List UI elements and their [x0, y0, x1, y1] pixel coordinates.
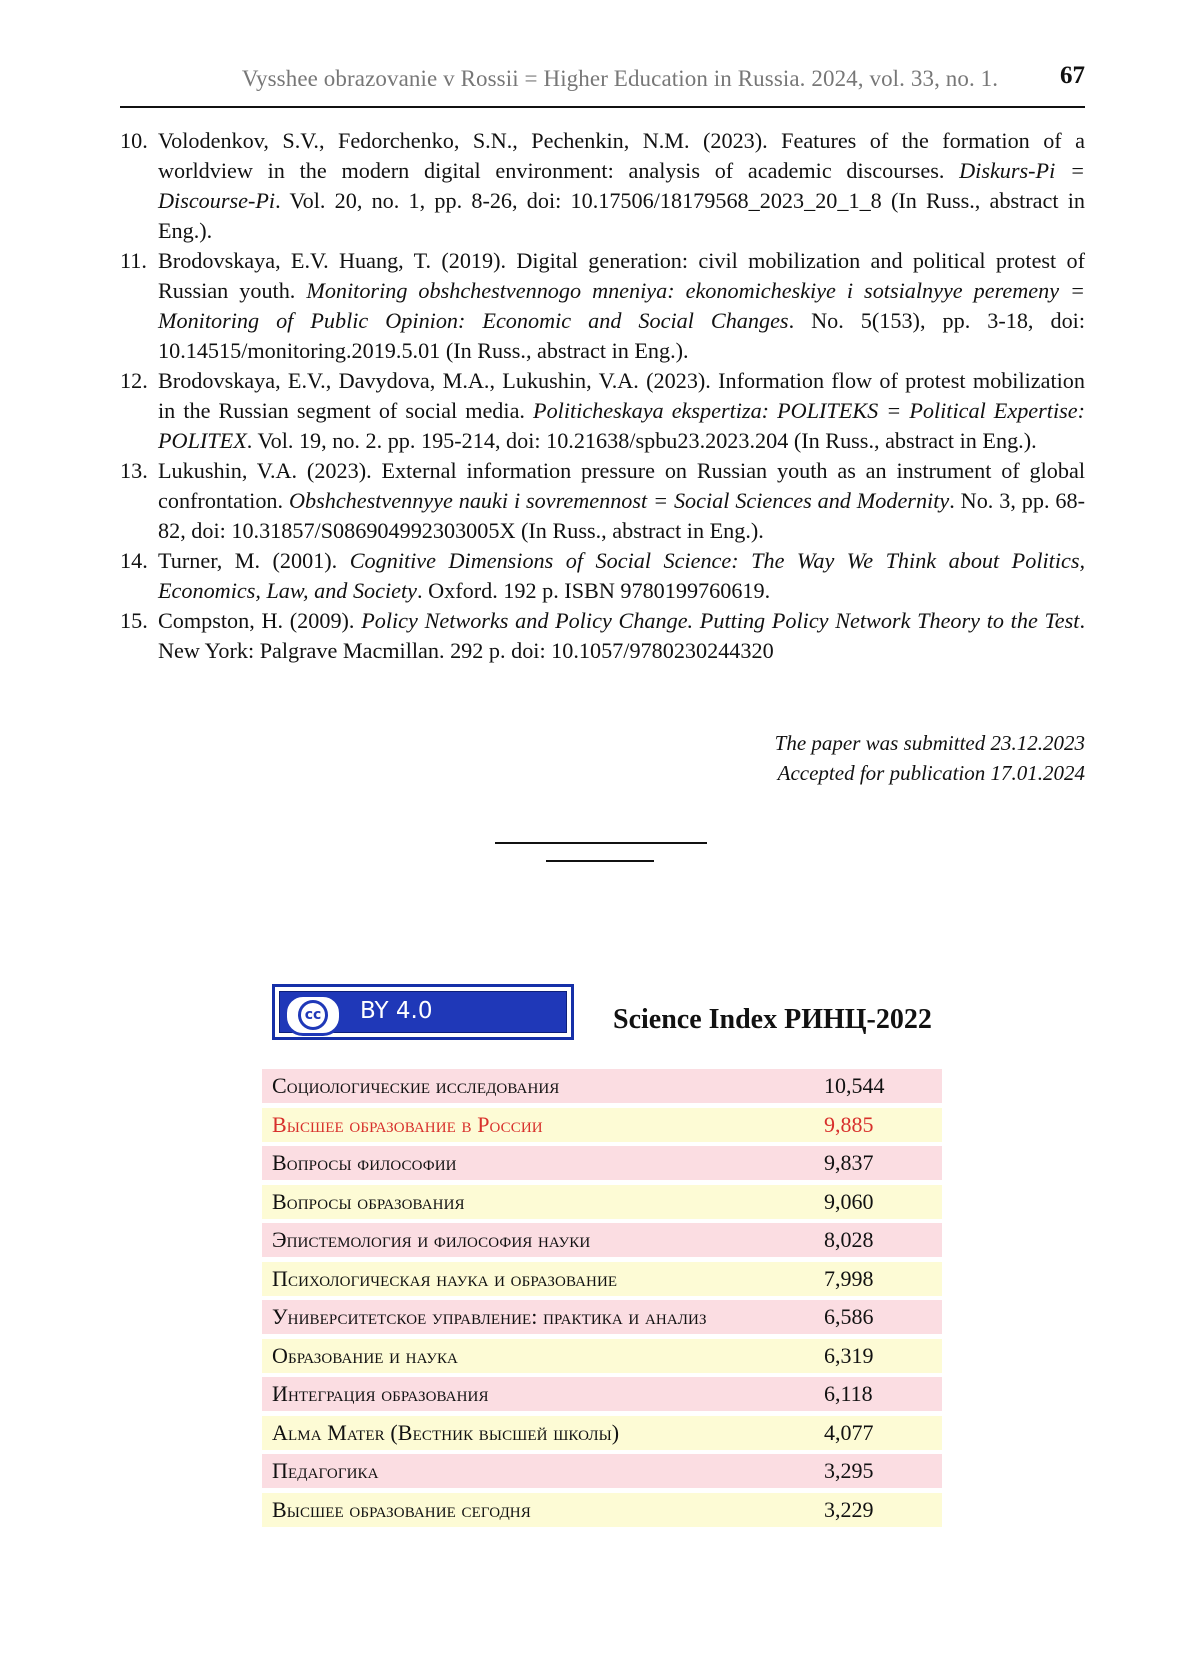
journal-name: Высшее образование сегодня	[272, 1496, 531, 1522]
journal-name: Вопросы философии	[272, 1150, 457, 1175]
journal-name: Педагогика	[272, 1458, 379, 1483]
page-number: 67	[1060, 62, 1085, 89]
journal-name: Эпистемология и философия науки	[272, 1227, 591, 1252]
journal-index-value: 9,060	[824, 1188, 874, 1214]
reference-text-part: . Oxford. 192 p. ISBN 9780199760619.	[417, 578, 771, 603]
journal-rank-row	[262, 1108, 942, 1142]
reference-text-part: . New York: Palgrave Macmillan. 292 p. doi: 10.1057/9780230244320	[158, 608, 1085, 663]
page-header	[120, 56, 1085, 108]
reference-source-title: Policy Networks and Policy Change. Putting Policy Network Theory to the Test	[361, 608, 1080, 633]
journal-rank-row	[262, 1262, 942, 1296]
separator-rule-long	[495, 842, 707, 844]
reference-item	[120, 126, 1085, 246]
submitted-date: The paper was submitted 23.12.2023	[774, 731, 1085, 755]
reference-text-part: . No. 3, pp. 68-82, doi: 10.31857/S086904992303005X (In Russ., abstract in Eng.).	[158, 488, 1085, 543]
journal-index-value: 6,319	[824, 1342, 874, 1368]
journal-rank-row	[262, 1416, 942, 1450]
reference-number: 12.	[120, 368, 148, 393]
accepted-date: Accepted for publication 17.01.2024	[777, 761, 1085, 785]
reference-text	[158, 456, 1085, 546]
journal-rank-row	[262, 1185, 942, 1219]
cc-logo-icon	[284, 994, 342, 1036]
journal-rank-row	[262, 1493, 942, 1527]
reference-text-part: Brodovskaya, E.V. Huang, T. (2019). Digital generation: civil mobilization and political protest of Russian youth.	[158, 248, 1085, 303]
reference-text-part: Lukushin, V.A. (2023). External information pressure on Russian youth as an instrument of global confrontation.	[158, 458, 1085, 513]
reference-text	[158, 546, 1085, 606]
reference-text-part: . No. 5(153), pp. 3-18, doi: 10.14515/monitoring.2019.5.01 (In Russ., abstract in Eng.).	[158, 308, 1085, 363]
journal-index-value: 9,885	[824, 1111, 874, 1137]
journal-rank-row	[262, 1223, 942, 1257]
reference-source-title: Diskurs-Pi = Discourse-Pi	[158, 158, 1085, 213]
separator-rule-short	[546, 860, 654, 862]
reference-text	[158, 366, 1085, 456]
reference-text-part: Brodovskaya, E.V., Davydova, M.A., Lukushin, V.A. (2023). Information flow of protest mobilization in the Russian segment of social media.	[158, 368, 1085, 423]
reference-item	[120, 546, 1085, 606]
reference-text-part: Volodenkov, S.V., Fedorchenko, S.N., Pechenkin, N.M. (2023). Features of the formation of a worldview in the modern digital environment: analysis of academic discourses.	[158, 128, 1085, 183]
journal-rank-row	[262, 1146, 942, 1180]
journal-name: Вопросы образования	[272, 1188, 465, 1214]
journal-name: Высшее образование в России	[272, 1111, 543, 1137]
reference-list	[120, 126, 1085, 666]
reference-source-title: Obshchestvennyye nauki i sovremennost = Social Sciences and Modernity	[288, 488, 950, 513]
reference-text-part: Compston, H. (2009).	[158, 608, 362, 633]
reference-number: 13.	[120, 458, 148, 483]
journal-rank-row	[262, 1300, 942, 1334]
reference-item	[120, 246, 1085, 366]
reference-number: 14.	[120, 548, 148, 573]
cc-license-badge	[272, 984, 574, 1040]
journal-index-value: 10,544	[824, 1073, 885, 1098]
journal-index-value: 6,586	[824, 1304, 874, 1329]
cc-license-label: BY 4.0	[360, 998, 433, 1024]
journal-index-value: 9,837	[824, 1150, 874, 1175]
journal-index-value: 6,118	[824, 1381, 873, 1406]
reference-item	[120, 456, 1085, 546]
journal-index-value: 3,295	[824, 1458, 874, 1483]
reference-source-title: Monitoring obshchestvennogo mneniya: ekonomicheskiye i sotsialnyye peremeny = Monitoring of Public Opinion: Economic and Social Changes	[158, 278, 1086, 333]
reference-text-part: . Vol. 20, no. 1, pp. 8-26, doi: 10.17506/18179568_2023_20_1_8 (In Russ., abstract in Eng.).	[158, 188, 1085, 243]
reference-item	[120, 606, 1085, 666]
journal-name: Образование и наука	[272, 1342, 458, 1368]
journal-rank-row	[262, 1377, 942, 1411]
journal-index-value: 4,077	[824, 1419, 874, 1445]
reference-text	[158, 246, 1085, 366]
science-index-title: Science Index РИНЦ-2022	[613, 1004, 932, 1035]
journal-name: Alma Mater (Вестник высшей школы)	[272, 1419, 620, 1445]
reference-text	[158, 126, 1085, 246]
reference-text	[158, 606, 1085, 666]
journal-index-value: 3,229	[824, 1496, 874, 1522]
journal-rank-row	[262, 1069, 942, 1103]
submission-dates	[775, 728, 1085, 788]
reference-source-title: Politicheskaya ekspertiza: POLITEKS = Political Expertise: POLITEX	[158, 398, 1085, 453]
reference-text-part: Turner, M. (2001).	[158, 548, 350, 573]
journal-index-value: 8,028	[824, 1227, 874, 1252]
cc-mark: cc	[298, 1000, 328, 1030]
journal-rank-row	[262, 1339, 942, 1373]
reference-text-part: . Vol. 19, no. 2. pp. 195-214, doi: 10.21638/spbu23.2023.204 (In Russ., abstract in Eng.).	[246, 428, 1037, 453]
cc-badge-field	[279, 991, 567, 1033]
journal-title: Vysshee obrazovanie v Rossii = Higher Education in Russia. 2024, vol. 33, no. 1.	[241, 66, 999, 91]
reference-number: 11.	[120, 248, 147, 273]
journal-name: Психологическая наука и образование	[272, 1265, 618, 1291]
reference-source-title: Cognitive Dimensions of Social Science: The Way We Think about Politics, Economics, Law, and Society	[158, 548, 1086, 603]
journal-name: Социологические исследования	[272, 1073, 560, 1098]
reference-item	[120, 366, 1085, 456]
reference-number: 10.	[120, 128, 148, 153]
journal-index-value: 7,998	[824, 1265, 874, 1291]
journal-name: Университетское управление: практика и анализ	[272, 1304, 707, 1329]
journal-name: Интеграция образования	[272, 1381, 489, 1406]
reference-number: 15.	[120, 608, 148, 633]
science-index-table	[262, 1069, 942, 1531]
journal-rank-row	[262, 1454, 942, 1488]
